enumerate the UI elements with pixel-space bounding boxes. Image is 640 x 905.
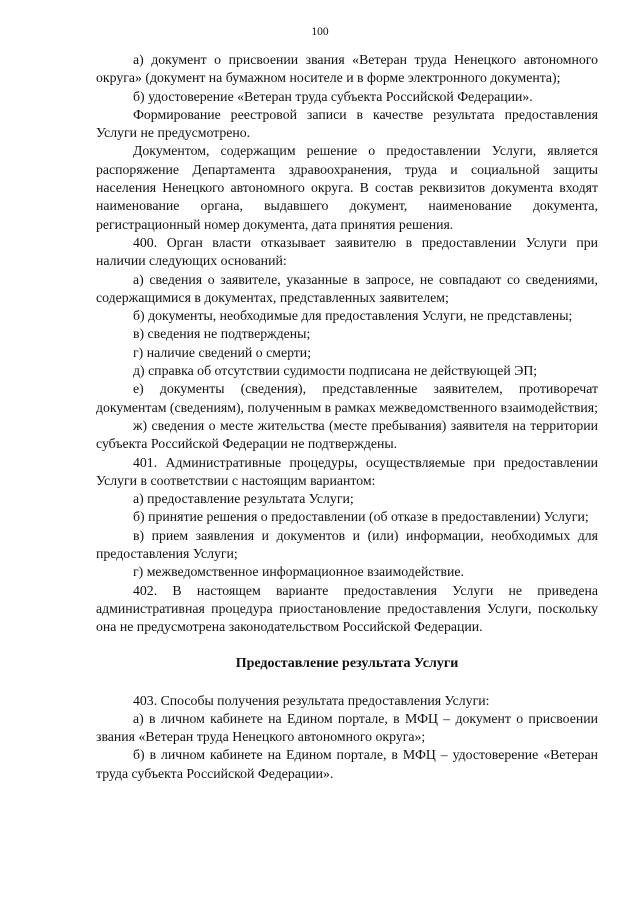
paragraph-procedure-item-g: г) межведомственное информационное взаимодействие. xyxy=(133,564,464,580)
paragraph-401-procedures: 401. Административные процедуры, осуществляемые при предоставлении Услуги в соответствии с настоящим вариантом: xyxy=(96,454,598,488)
paragraph-decision-document: Документом, содержащим решение о предоставлении Услуги, является распоряжение Департамента здравоохранения, труда и социальной защиты населения Ненецкого автономного округа. В состав реквизитов документа входят наименование органа, выдавшего документ, наименование документа, регистрационный номер документа, дата принятия решения. xyxy=(96,143,598,232)
paragraph-refusal-item-g: г) наличие сведений о смерти; xyxy=(133,344,312,360)
paragraph-refusal-item-v: в) сведения не подтверждены; xyxy=(133,326,311,342)
paragraph-registry-record: Формирование реестровой записи в качестве результата предоставления Услуги не предусмотрено. xyxy=(96,106,598,141)
paragraph-item-b-veteran-rf-certificate: б) удостоверение «Ветеран труда субъекта Российской Федерации». xyxy=(133,88,533,104)
paragraph-refusal-item-e: е) документы (сведения), представленные заявителем, противоречат документам (сведениям), полученным в рамках межведомственного взаимодействия; xyxy=(96,381,598,415)
paragraph-refusal-item-zh: ж) сведения о месте жительства (месте пребывания) заявителя на территории субъекта Российской Федерации не подтверждены. xyxy=(96,417,598,452)
paragraph-refusal-item-d: д) справка об отсутствии судимости подписана не действующей ЭП; xyxy=(133,363,538,379)
page-number: 100 xyxy=(311,26,329,38)
paragraph-result-item-a: а) в личном кабинете на Едином портале, в МФЦ – документ о присвоении звания «Ветеран труда Ненецкого автономного округа»; xyxy=(96,710,598,745)
paragraph-refusal-item-b: б) документы, необходимые для предоставления Услуги, не представлены; xyxy=(133,308,573,324)
paragraph-item-a-veteran-nao-document: а) документ о присвоении звания «Ветеран труда Ненецкого автономного округа» (документ на бумажном носителе и в форме электронного документа); xyxy=(96,52,598,86)
paragraph-refusal-item-a: а) сведения о заявителе, указанные в запросе, не совпадают со сведениями, содержащимися в документах, представленных заявителем; xyxy=(96,271,598,305)
document-body xyxy=(96,51,598,783)
paragraph-procedure-item-a: а) предоставление результата Услуги; xyxy=(133,491,354,507)
paragraph-402-suspension: 402. В настоящем варианте предоставления Услуги не приведена административная процедура приостановление предоставления Услуги, поскольку она не предусмотрена законодательством Российской Федерации. xyxy=(96,582,598,635)
paragraph-400-refusal-grounds: 400. Орган власти отказывает заявителю в предоставлении Услуги при наличии следующих оснований: xyxy=(96,234,598,269)
paragraph-result-item-b: б) в личном кабинете на Едином портале, в МФЦ – удостоверение «Ветеран труда субъекта Российской Федерации». xyxy=(96,747,598,781)
section-heading: Предоставление результата Услуги xyxy=(235,655,459,671)
paragraph-procedure-item-b: б) принятие решения о предоставлении (об отказе в предоставлении) Услуги; xyxy=(133,509,589,525)
paragraph-procedure-item-v: в) прием заявления и документов и (или) информации, необходимых для предоставления Услуги; xyxy=(96,527,598,562)
paragraph-403-result-methods: 403. Способы получения результата предоставления Услуги: xyxy=(133,692,490,708)
